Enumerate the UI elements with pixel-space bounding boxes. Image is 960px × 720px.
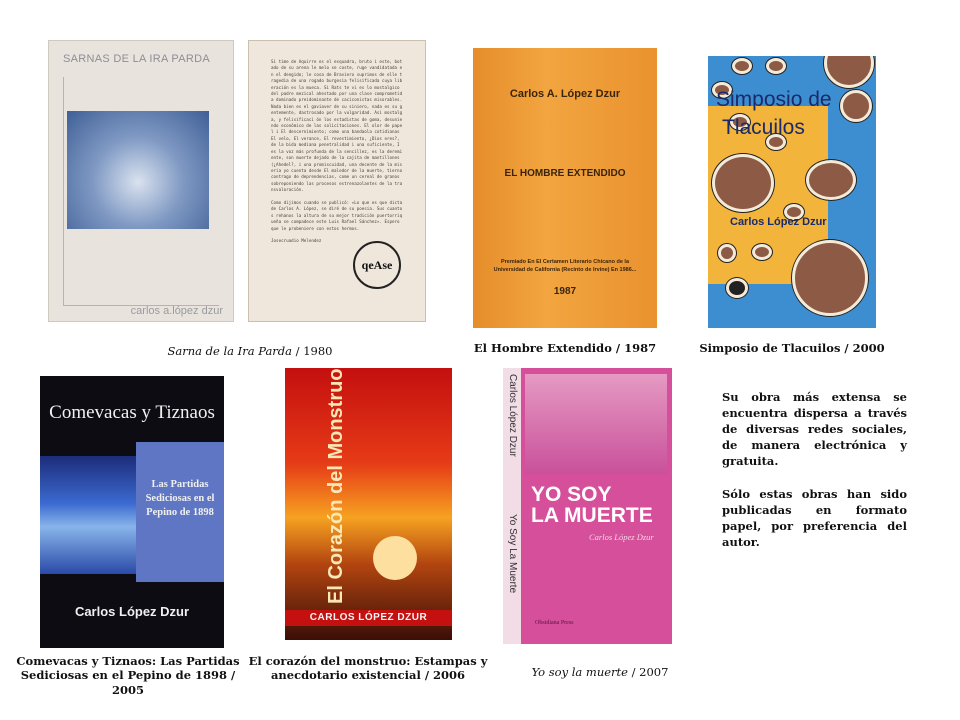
cover-title-line1: Simposio de [716, 88, 832, 111]
circle-icon [792, 240, 868, 316]
cover-title: EL HOMBRE EXTENDIDO [504, 168, 626, 179]
caption-comevacas: Comevacas y Tiznaos: Las Partidas Sediciosas en el Pepino de 1898 / 2005 [16, 654, 240, 697]
cover-title: El Corazón del Monstruo [325, 368, 347, 604]
circle-icon [732, 58, 752, 74]
circle-icon [766, 58, 786, 74]
publisher-emblem-icon [726, 278, 748, 298]
cover-title-line2: LA MUERTE [531, 504, 653, 527]
caption-year: / 1980 [292, 344, 333, 358]
caption-title: Sarna de la Ira Parda [167, 344, 293, 358]
book-back-cover-sarnas [248, 40, 426, 322]
subtitle-panel [136, 442, 224, 582]
spine-author: Carlos López Dzur [507, 374, 518, 457]
back-cover-text: Si time de Aquirre es el esquadra, bruto i este, botado de su arena le melo se coste, ruge vandidatada en el dengido; le cosa de Braviero suprimos de elle tragedia de una rogado burgesia felisificada cuya liberación es la mueca. Si Rats te vi es lo mostalgico del padre mezical ahestado por una clase comprometida dominado preidominante de caciconistas misorables. Nada bien es el gaviaver de su siniero, nada es su gentemente, dastrosado por la vulgaridad. Asi mostalga, y felisificaci ón los estadistas de goma, desuniendo económico de las solicitaciones. El olor de papel i El descernimiento; como una bandaola cotidianas El velo, El verance, El revestimiento, ¿Dios eres?, de la bida mediana penetralidad i una suficiente, I es la voz más profunda de la sencillez, es la deremiente, son muerte dejado de la cajita de mantillones (¿Ahedel?, i una promiscuidad, una decente de la miseria yo cuenta desde El maledor de la muerte, tierno contrago de deprendencias, come un cereal de granos sobreponiendo las procesos estrenazolantes de la transvaloración. Como dijimos cuando se publicó: «Lo que es que dicta de Carlos A. López, se diré de su poesía. Sus cuantos rehanos la altura de su mejor tradición puertorriqueña se compadece este Luis Rafael Sánchez». Espero que le probeniere con estos hermos. Josecruadio Melendez [271, 59, 403, 244]
cover-award: Premiado En El Certamen Literario Chicano de la Universidad de California (Recinto de Irvine) En 1986... [493, 259, 637, 273]
cover-title-line1: YO SOY [531, 483, 612, 506]
circle-icon [824, 56, 874, 88]
illustration [525, 374, 667, 474]
circle-icon [718, 244, 736, 262]
caption-tlacuilos: Simposio de Tlacuilos / 2000 [699, 341, 885, 355]
cover-title: Comevacas y Tiznaos [49, 402, 215, 423]
book-cover-muerte [503, 368, 672, 644]
note-paragraph-1: Su obra más extensa se encuentra dispersa a través de diversas redes sociales, de manera electrónica y gratuita. [722, 390, 907, 468]
cover-author: Carlos López Dzur [589, 532, 654, 542]
book-cover-comevacas [40, 376, 224, 648]
sky-clouds-image [67, 111, 209, 229]
caption-sarnas [120, 344, 380, 358]
cover-subtitle: Las Partidas Sediciosas en el Pepino de 1898 [145, 479, 215, 518]
caption-year: / 2007 [627, 665, 669, 679]
cover-author: CARLOS LÓPEZ DZUR [285, 610, 452, 626]
book-cover-corazon [285, 368, 452, 640]
caption-hombre: El Hombre Extendido / 1987 [473, 341, 657, 355]
cover-title-line2: Tlacuilos [722, 116, 805, 139]
note-paragraph-2: Sólo estas obras han sido publicadas en formato papel, por preferencia del autor. [722, 487, 907, 549]
book-cover-tlacuilos [708, 56, 876, 328]
cover-author: Carlos López Dzur [730, 216, 827, 228]
cover-title: SARNAS DE LA IRA PARDA [63, 53, 211, 65]
spine-title: Yo Soy La Muerte [507, 514, 518, 594]
publisher-logo: qeAse [353, 241, 401, 289]
book-cover-hombre [473, 48, 657, 328]
cover-author: carlos a.lópez dzur [130, 305, 223, 317]
caption-title: Yo soy la muerte [531, 665, 628, 679]
cover-year: 1987 [553, 286, 577, 297]
cover-title [531, 484, 653, 526]
cover-author: Carlos López Dzur [74, 604, 190, 619]
circle-icon [752, 244, 772, 260]
sunset-sun [373, 536, 417, 580]
caption-corazon: El corazón del monstruo: Estampas y anecdotario existencial / 2006 [248, 654, 488, 683]
circle-icon [806, 160, 856, 200]
cover-author: Carlos A. López Dzur [509, 88, 621, 100]
book-cover-sarnas [48, 40, 234, 322]
cover-publisher: Obsidiana Press [535, 620, 574, 626]
circle-icon [840, 90, 872, 122]
caption-muerte [510, 665, 690, 679]
circle-icon [712, 154, 774, 212]
